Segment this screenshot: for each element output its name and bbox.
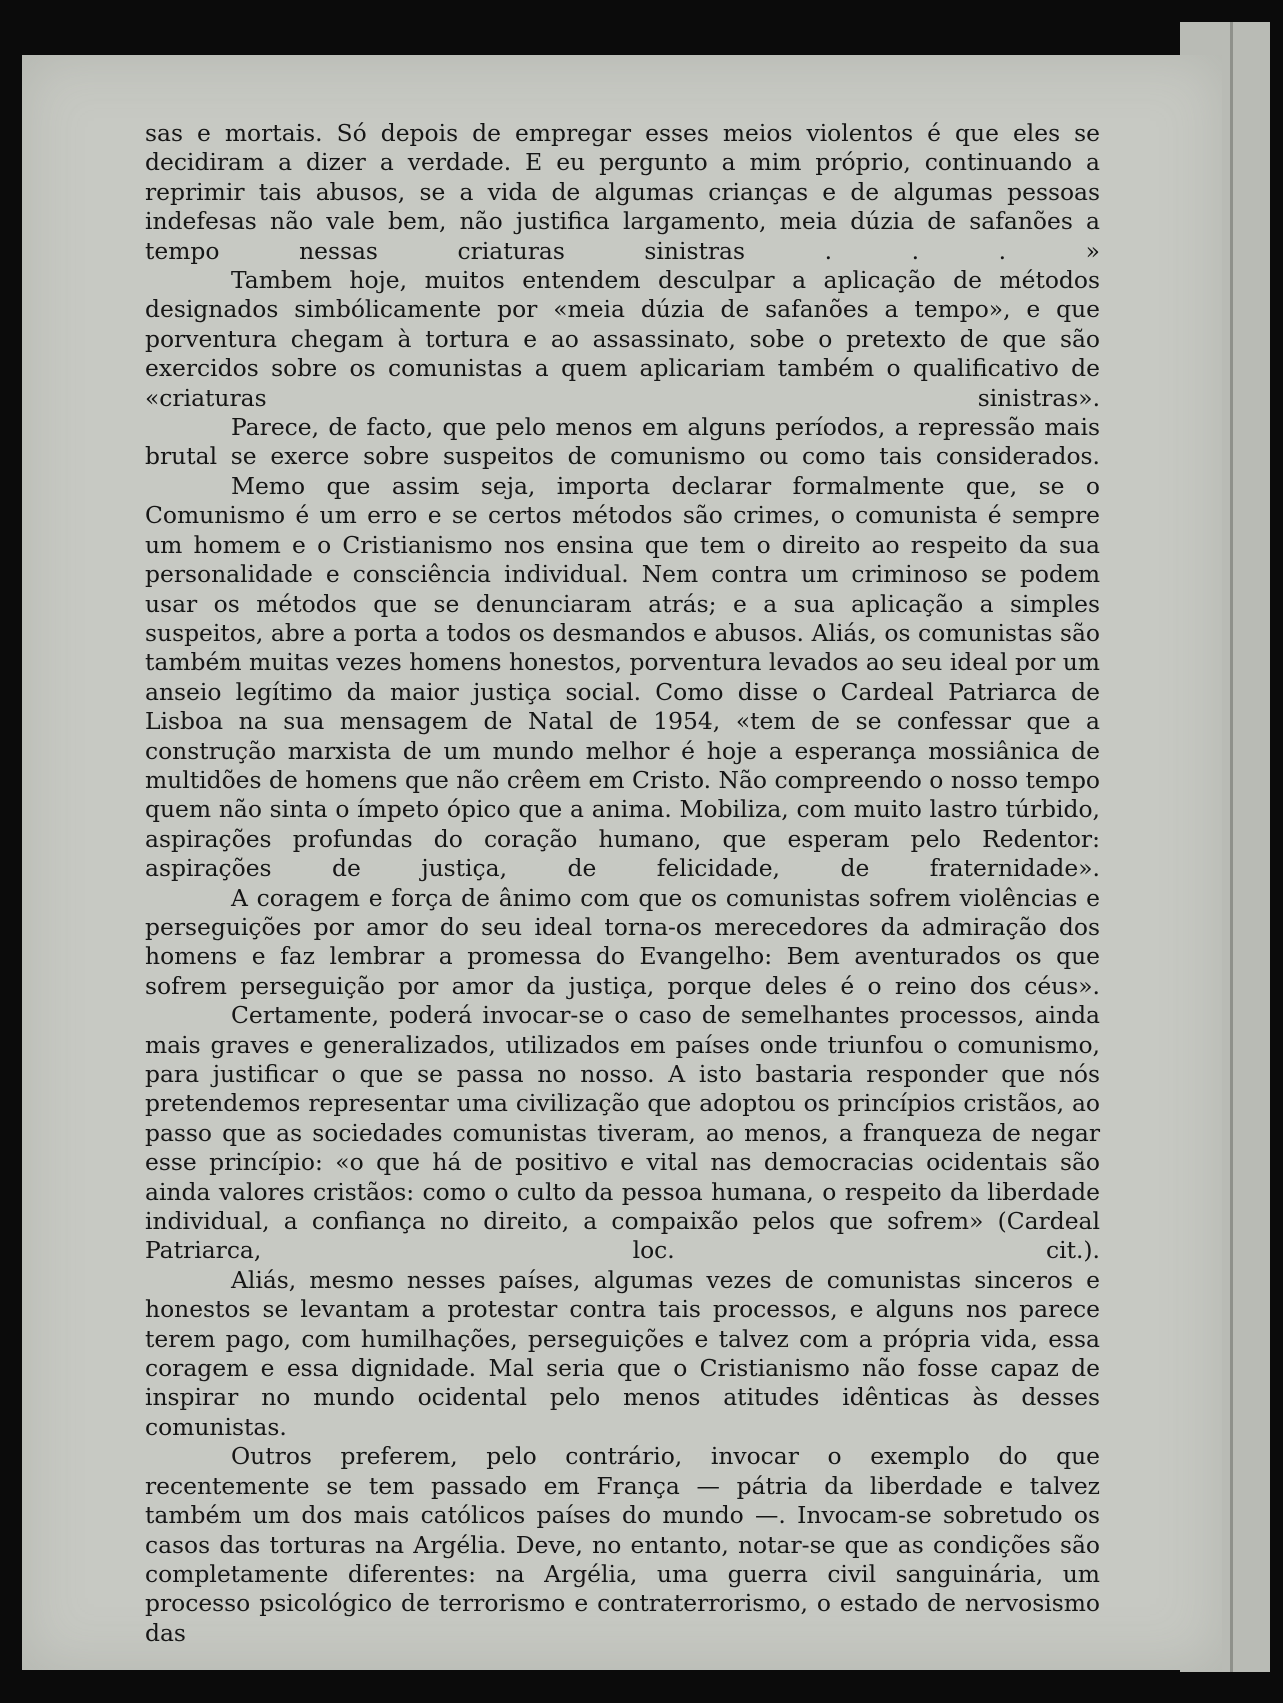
- paragraph-3: Parece, de facto, que pelo menos em alguns períodos, a repressão mais brutal se exerce sobre suspeitos de comunismo ou como tais considerados.: [145, 413, 1100, 471]
- paragraph-4: Memo que assim seja, importa declarar formalmente que, se o Comunismo é um erro e se certos métodos são crimes, o comunista é sempre um homem e o Cristianismo nos ensina que tem o direito ao respeito da sua personalidade e consciência individual. Nem contra um criminoso se podem usar os métodos que se denunciaram atrás; e a sua aplicação a simples suspeitos, abre a porta a todos os desmandos e abusos. Aliás, os comunistas são também muitas vezes homens honestos, porventura levados ao seu ideal por um anseio legítimo da maior justiça social. Como disse o Cardeal Patriarca de Lisboa na sua mensagem de Natal de 1954, «tem de se confessar que a construção marxista de um mundo melhor é hoje a esperança mossiânica de multidões de homens que não crêem em Cristo. Não compreendo o nosso tempo quem não sinta o ímpeto ópico que a anima. Mobiliza, com muito lastro túrbido, aspirações profundas do coração humano, que esperam pelo Redentor: aspirações de justiça, de felicidade, de fraternidade».: [145, 471, 1100, 883]
- paragraph-1: sas e mortais. Só depois de empregar esses meios violentos é que eles se decidiram a dizer a verdade. E eu pergunto a mim próprio, continuando a reprimir tais abusos, se a vida de algumas crianças e de algumas pessoas indefesas não vale bem, não justifica largamento, meia dúzia de safanões a tempo nessas criaturas sinistras . . . »: [145, 119, 1100, 265]
- back-sheet-shadow: [1230, 22, 1233, 1672]
- body-text: [145, 119, 1100, 1648]
- paragraph-7: Aliás, mesmo nesses países, algumas vezes de comunistas sinceros e honestos se levantam a protestar contra tais processos, e alguns nos parece terem pago, com humilhações, perseguições e talvez com a própria vida, essa coragem e essa dignidade. Mal seria que o Cristianismo não fosse capaz de inspirar no mundo ocidental pelo menos atitudes idênticas às desses comunistas.: [145, 1265, 1100, 1441]
- paragraph-6: Certamente, poderá invocar-se o caso de semelhantes processos, ainda mais graves e generalizados, utilizados em países onde triunfou o comunismo, para justificar o que se passa no nosso. A isto bastaria responder que nós pretendemos representar uma civilização que adoptou os princípios cristãos, ao passo que as sociedades comunistas tiveram, ao menos, a franqueza de negar esse princípio: «o que há de positivo e vital nas democracias ocidentais são ainda valores cristãos: como o culto da pessoa humana, o respeito da liberdade individual, a confiança no direito, a compaixão pelos que sofrem» (Cardeal Patriarca, loc. cit.).: [145, 1001, 1100, 1265]
- paragraph-2: Tambem hoje, muitos entendem desculpar a aplicação de métodos designados simbólicamente por «meia dúzia de safanões a tempo», e que porventura chegam à tortura e ao assassinato, sobe o pretexto de que são exercidos sobre os comunistas a quem aplicariam também o qualificativo de «criaturas sinistras».: [145, 266, 1100, 412]
- paragraph-5: A coragem e força de ânimo com que os comunistas sofrem violências e perseguições por amor do seu ideal torna-os merecedores da admiração dos homens e faz lembrar a promessa do Evangelho: Bem aventurados os que sofrem perseguição por amor da justiça, porque deles é o reino dos céus».: [145, 883, 1100, 1000]
- page-sheet: [22, 55, 1222, 1670]
- paragraph-8: Outros preferem, pelo contrário, invocar o exemplo do que recentemente se tem passado em França — pátria da liberdade e talvez também um dos mais católicos países do mundo —. Invocam-se sobretudo os casos das torturas na Argélia. Deve, no entanto, notar-se que as condições são completamente diferentes: na Argélia, uma guerra civil sanguinária, um processo psicológico de terrorismo e contraterrorismo, o estado de nervosismo das: [145, 1442, 1100, 1647]
